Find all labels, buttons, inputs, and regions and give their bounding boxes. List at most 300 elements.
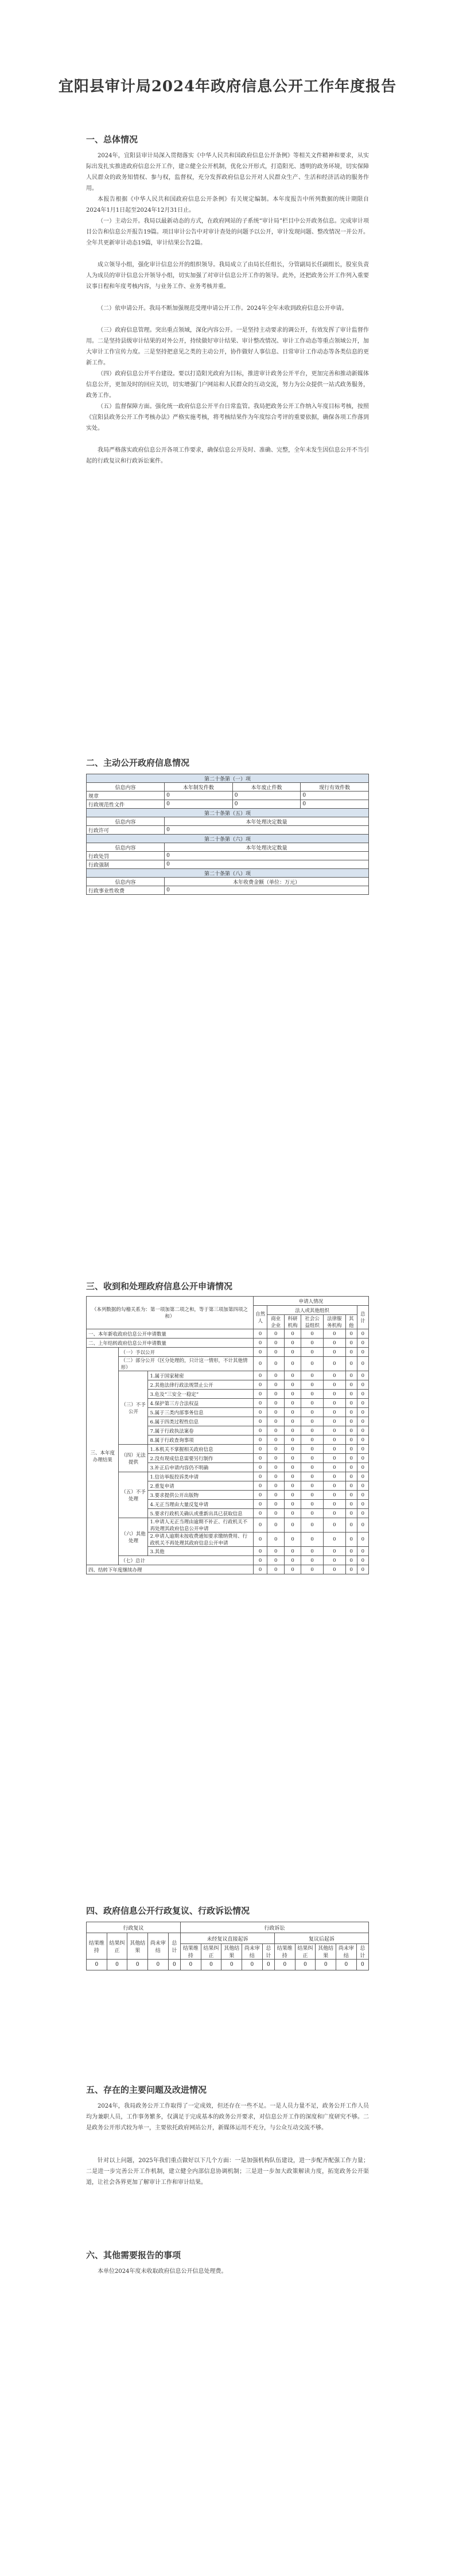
table-cell: 0 [357,1491,368,1500]
table-cell: 0 [323,1417,345,1426]
table-cell: 0 [323,1518,345,1533]
table-cell: 0 [323,1509,345,1518]
row-label: 2.重复申请 [148,1481,253,1491]
after-review-header: 复议后起诉 [274,1933,368,1944]
table-cell: 0 [253,1380,267,1390]
table-cell: 0 [267,1472,284,1481]
table-cell: 0 [253,1390,267,1399]
table-cell: 0 [357,1556,368,1565]
table-cell: 0 [345,1565,357,1574]
table-cell: 行政许可 [87,826,165,835]
table-cell: 0 [301,1491,324,1500]
table-cell: 0 [301,1436,324,1445]
table-header: 本年制发件数 [165,783,233,792]
table-cell: 0 [336,1960,357,1970]
section1-paragraph-1: 2024年，宜阳县审计局深入贯彻落实《中华人民共和国政府信息公开条例》等相关文件精神和要求，从实际出发扎实推进政府信息公开工作，建立健全公开机制，优化公开形式，打造阳光、透明的政务环境，切实保障人民群众的政务知情权、参与权，监督权，充分发挥政府信息公开对人民群众生产、生活和经济活动的服务作用。 [86,153,369,192]
table-cell: 0 [253,1556,267,1565]
table-section-title: 第二十条第（一）项 [87,774,369,783]
table-cell: 0 [168,1960,180,1970]
table-cell: 0 [284,1380,301,1390]
table-cell: 0 [253,1463,267,1472]
table-cell: 0 [165,886,369,895]
table-cell: 0 [284,1390,301,1399]
section1-heading: 一、总体情况 [86,134,138,145]
table-cell: 行政规范性文件 [87,800,165,809]
table-cell: 0 [284,1408,301,1417]
table-cell: 0 [323,1348,345,1357]
row-label: 四、结转下年度继续办理 [87,1565,254,1574]
table-cell: 0 [357,1565,368,1574]
table-cell: 0 [301,1408,324,1417]
table-cell: 0 [301,1533,324,1547]
row-label: （二）部分公开（区分处理的，只计这一情形，不计其他情形） [119,1357,253,1371]
table-cell: 0 [357,1500,368,1509]
section4-heading: 四、政府信息公开行政复议、行政诉讼情况 [86,1906,250,1916]
table-cell: 0 [345,1463,357,1472]
row-label: 6.属于四类过程性信息 [148,1417,253,1426]
table-cell: 0 [87,1960,107,1970]
table-cell: 0 [345,1454,357,1463]
table-cell: 0 [267,1481,284,1491]
table-cell: 0 [267,1500,284,1509]
table-cell: 0 [253,1348,267,1357]
table-cell: 0 [253,1565,267,1574]
table-cell: 0 [301,1329,324,1339]
table-cell: 0 [323,1500,345,1509]
legal-col-header: 法律服务机构 [323,1315,345,1329]
table-cell: 0 [284,1500,301,1509]
table-cell: 0 [284,1348,301,1357]
table-cell: 0 [301,1518,324,1533]
table-cell: 0 [323,1426,345,1436]
table-cell: 0 [284,1371,301,1380]
table-cell: 0 [301,1371,324,1380]
section6-heading: 六、其他需要报告的事项 [86,2250,181,2260]
table-header: 本年处理决定数量 [165,843,369,852]
section1-paragraph-4: 成立领导小组，强化审计信息公开的组织领导。我局成立了由局长任组长，分管副局长任副组长，股室负责人为成员的审计信息公开领导小组，切实加强了对审计信息公开工作的领导。此外，还把政务公开工作列入重要议事日程和年度考核内容，与业务工作、业务考核并重。 [86,262,369,290]
table-cell: 0 [323,1454,345,1463]
table-cell: 0 [165,852,369,860]
table-cell: 0 [267,1408,284,1417]
table-cell: 0 [357,1399,368,1408]
table-cell: 0 [345,1380,357,1390]
table-cell: 0 [323,1481,345,1491]
table-cell: 0 [253,1547,267,1556]
table-cell: 行政处罚 [87,852,165,860]
table-cell: 0 [301,1509,324,1518]
table-cell: 0 [284,1454,301,1463]
table-cell: 0 [148,1960,169,1970]
table-cell: 0 [345,1390,357,1399]
section1-paragraph-2: 本报告根据《中华人民共和国政府信息公开条例》有关规定编制。本年度报告中所列数据的统计期限自2024年1月1日起至2024年12月31日止。 [86,196,369,214]
row-label: （一）予以公开 [119,1348,253,1357]
table-cell: 0 [232,800,301,809]
table-cell: 0 [253,1339,267,1348]
table-cell: 0 [284,1547,301,1556]
table-cell: 0 [267,1436,284,1445]
section2-heading: 二、主动公开政府信息情况 [86,758,190,768]
table-cell: 0 [284,1436,301,1445]
table-cell: 0 [232,792,301,800]
table-cell: 0 [284,1339,301,1348]
table-cell: 0 [357,1463,368,1472]
table-cell: 0 [356,1960,368,1970]
table-row [87,1339,369,1348]
table-cell: 0 [267,1445,284,1454]
table-cell: 0 [284,1357,301,1371]
table-cell: 0 [323,1371,345,1380]
table-cell: 0 [267,1463,284,1472]
table-cell: 0 [357,1339,368,1348]
table-cell: 0 [357,1518,368,1533]
table-cell: 0 [345,1417,357,1426]
table-cell: 0 [262,1960,274,1970]
table-cell: 0 [267,1339,284,1348]
review-litigation-table [86,1922,369,1970]
table-row [87,1371,369,1380]
lit-col-header: 结果维持 [274,1944,295,1960]
section5-heading: 五、存在的主要问题及改进情况 [86,2085,207,2095]
table-cell: 0 [345,1556,357,1565]
report-title: 宜阳县审计局2024年政府信息公开工作年度报告 [58,78,397,95]
table-cell: 0 [253,1399,267,1408]
table-cell: 0 [357,1445,368,1454]
table-cell: 0 [284,1481,301,1491]
section6-paragraph-1: 本单位2024年度未收取政府信息公开信息处理费。 [98,2268,227,2275]
table-cell: 0 [357,1348,368,1357]
subgroup-label: （六）其他处理 [119,1518,148,1556]
natural-person-header: 自然人 [253,1306,267,1329]
table-cell: 0 [345,1518,357,1533]
review-header: 行政复议 [87,1922,181,1933]
table-cell: 0 [301,1500,324,1509]
table-cell: 0 [165,800,233,809]
table-cell: 0 [357,1408,368,1417]
review-col-header: 结果维持 [87,1933,107,1960]
table-cell: 0 [345,1408,357,1417]
proactive-disclosure-table [86,774,369,895]
lit-col-header: 结果纠正 [295,1944,316,1960]
table-cell: 0 [253,1445,267,1454]
result-group-label: 三、本年度办理结果 [87,1348,119,1565]
table-cell: 0 [301,1390,324,1399]
table-cell: 行政强制 [87,860,165,869]
table-header: 现行有效件数 [301,783,369,792]
table-cell: 0 [345,1436,357,1445]
table-cell: 0 [267,1399,284,1408]
table-cell: 0 [357,1481,368,1491]
table-cell: 0 [357,1417,368,1426]
table-cell: 0 [284,1426,301,1436]
table-cell: 0 [253,1491,267,1500]
table-cell: 0 [323,1533,345,1547]
table-cell: 0 [345,1357,357,1371]
table-row [87,1518,369,1533]
table-cell: 0 [107,1960,127,1970]
table-cell: 0 [301,1547,324,1556]
row-label: 2.其他法律行政法规禁止公开 [148,1380,253,1390]
table-cell: 0 [267,1329,284,1339]
table-cell: 0 [357,1436,368,1445]
table-cell: 0 [301,1565,324,1574]
section5-paragraph-1: 2024年，我局政务公开工作取得了一定成效，但还存在一些不足。一是人员力量不足，政务公开工作人员均为兼职人员，工作事务繁多，仅满足于完成基本的政务公开要求，对信息公开工作的深度和广度研究不够。二是政务公开形式较为单一，主要依托政府网站公开，新媒体运用不充分，与公众互动交流不够。 [86,2103,369,2131]
table-cell: 0 [267,1491,284,1500]
legal-col-header: 其他 [345,1315,357,1329]
table-cell: 0 [323,1463,345,1472]
table-row [87,1960,369,1970]
total-header: 总计 [357,1306,368,1329]
table-cell: 0 [284,1565,301,1574]
table-cell: 0 [357,1454,368,1463]
table-cell: 0 [267,1390,284,1399]
table-cell: 0 [357,1509,368,1518]
table-header: 信息内容 [87,817,165,826]
table-cell: 0 [301,1445,324,1454]
row-label: 4.无正当理由大量反复申请 [148,1500,253,1509]
table-cell: 0 [301,1472,324,1481]
table-row [87,1565,369,1574]
table-cell: 0 [357,1371,368,1380]
table-cell: 0 [357,1380,368,1390]
table-row [87,1445,369,1454]
table-row [87,1329,369,1339]
table-cell: 0 [267,1348,284,1357]
table-row [87,1348,369,1357]
review-col-header: 尚未审结 [148,1933,169,1960]
table-cell: 0 [357,1357,368,1371]
table-cell: 0 [301,1417,324,1426]
table-header: 本年收费金额（单位：万元） [165,878,369,886]
table-cell: 0 [301,1399,324,1408]
table-cell: 0 [301,1380,324,1390]
lit-col-header: 其他结果 [221,1944,242,1960]
lit-col-header: 总计 [356,1944,368,1960]
lit-col-header: 其他结果 [316,1944,336,1960]
table-cell: 0 [301,1357,324,1371]
table-cell: 0 [284,1329,301,1339]
table-cell: 0 [345,1329,357,1339]
table-cell: 0 [284,1417,301,1426]
row-label: 1.本机关不掌握相关政府信息 [148,1445,253,1454]
section3-heading: 三、收到和处理政府信息公开申请情况 [86,1281,233,1291]
row-label: 1.申请人无正当理由逾期不补正、行政机关不再处理其政府信息公开申请 [148,1518,253,1533]
lit-col-header: 尚未审结 [242,1944,263,1960]
table-cell: 0 [301,1463,324,1472]
row-label: 3.补正后申请内容仍不明确 [148,1463,253,1472]
table-cell: 0 [165,826,369,835]
table-cell: 0 [253,1509,267,1518]
litigation-header: 行政诉讼 [180,1922,368,1933]
table-cell: 0 [267,1556,284,1565]
row-label: 3.危及“三安全一稳定” [148,1390,253,1399]
section1-paragraph-8: （五）监督保障方面。强化统一政府信息公开平台日常监管。我局把政务公开工作纳入年度目标考核，按照《宜阳县政务公开工作考核办法》严格实施考核，将考核结果作为年度综合考评的重要依据，确保各项工作落到实处。 [86,404,369,432]
row-label: 二、上年结转政府信息公开申请数量 [87,1339,254,1348]
table-cell: 0 [284,1518,301,1533]
table-cell: 0 [284,1445,301,1454]
table-cell: 0 [357,1533,368,1547]
table-cell: 0 [267,1357,284,1371]
table-cell: 0 [284,1472,301,1481]
legal-col-header: 科研机构 [284,1315,301,1329]
table-row [87,1556,369,1565]
table-cell: 0 [301,1348,324,1357]
table-cell: 0 [127,1960,148,1970]
table-cell: 0 [345,1500,357,1509]
table-cell: 0 [253,1436,267,1445]
table-row [87,1472,369,1481]
table-cell: 0 [316,1960,336,1970]
row-label: 2.申请人逾期未按收费通知要求缴纳费用、行政机关不再处理其政府信息公开申请 [148,1533,253,1547]
table-cell: 0 [301,1454,324,1463]
table-header: 信息内容 [87,843,165,852]
table-cell: 0 [323,1399,345,1408]
review-col-header: 总计 [168,1933,180,1960]
table-cell: 规章 [87,792,165,800]
row-label: 2.没有现成信息需要另行制作 [148,1454,253,1463]
table-cell: 行政事业性收费 [87,886,165,895]
subgroup-label: （四）无法提供 [119,1445,148,1472]
table-cell: 0 [301,792,369,800]
table-cell: 0 [323,1556,345,1565]
table-cell: 0 [345,1509,357,1518]
table-cell: 0 [323,1445,345,1454]
legal-entity-header: 法人或其他组织 [267,1306,357,1315]
row-label: 3.其他 [148,1547,253,1556]
table-cell: 0 [267,1509,284,1518]
table-cell: 0 [253,1329,267,1339]
corner-cell: （本列数据的勾稽关系为：第一项加第二项之和，等于第三项加第四项之和） [87,1297,254,1329]
table-cell: 0 [323,1408,345,1417]
table-cell: 0 [267,1380,284,1390]
table-cell: 0 [165,792,233,800]
table-cell: 0 [295,1960,316,1970]
row-label: 7.属于行政执法案卷 [148,1426,253,1436]
table-cell: 0 [267,1533,284,1547]
table-cell: 0 [242,1960,263,1970]
review-col-header: 结果纠正 [107,1933,127,1960]
table-cell: 0 [323,1339,345,1348]
table-section-title: 第二十条第（六）项 [87,835,369,843]
table-cell: 0 [345,1472,357,1481]
table-cell: 0 [267,1454,284,1463]
row-label: （七）总计 [119,1556,253,1565]
table-cell: 0 [253,1408,267,1417]
table-cell: 0 [323,1380,345,1390]
row-label: 5.属于三类内部事务信息 [148,1408,253,1417]
table-section-title: 第二十条第（五）项 [87,809,369,817]
applicant-header: 申请人情况 [253,1297,368,1306]
table-cell: 0 [165,860,369,869]
table-cell: 0 [345,1481,357,1491]
table-cell: 0 [267,1371,284,1380]
row-label: 4.保护第三方合法权益 [148,1399,253,1408]
lit-col-header: 总计 [262,1944,274,1960]
table-section-title: 第二十条第（八）项 [87,869,369,878]
legal-col-header: 社会公益组织 [301,1315,324,1329]
table-cell: 0 [357,1390,368,1399]
table-row [87,1357,369,1371]
table-cell: 0 [253,1417,267,1426]
table-cell: 0 [323,1472,345,1481]
table-cell: 0 [284,1491,301,1500]
table-cell: 0 [323,1436,345,1445]
table-cell: 0 [323,1547,345,1556]
section1-paragraph-9: 我局严格落实政府信息公开各项工作要求，确保信息公开及时、准确、完整，全年未发生因信息公开不当引起的行政复议和行政诉讼案件。 [86,447,369,464]
row-label: 一、本年新收政府信息公开申请数量 [87,1329,254,1339]
table-cell: 0 [284,1463,301,1472]
table-cell: 0 [323,1491,345,1500]
table-cell: 0 [253,1426,267,1436]
table-cell: 0 [301,1481,324,1491]
table-cell: 0 [323,1565,345,1574]
table-cell: 0 [267,1426,284,1436]
lit-col-header: 结果维持 [180,1944,201,1960]
table-cell: 0 [345,1348,357,1357]
section1-paragraph-5: （二）依申请公开。我局不断加强规范受理申请公开工作。2024年全年未收到政府信息公开申请。 [98,305,348,312]
subgroup-label: （三）不予公开 [119,1371,148,1445]
table-cell: 0 [253,1472,267,1481]
section5-paragraph-2: 针对以上问题，2025年我们重点做好以下几个方面：一是加强机构队伍建设，进一步配齐配强工作力量；二是进一步完善公开工作机制，建立健全内部信息协调机制；三是进一步加大政策解读力度，拓宽政务公开渠道，让社会各界更加了解审计工作和审计结果。 [86,2158,369,2186]
table-cell: 0 [301,1426,324,1436]
table-cell: 0 [357,1472,368,1481]
table-cell: 0 [357,1547,368,1556]
table-cell: 0 [357,1329,368,1339]
table-cell: 0 [284,1533,301,1547]
table-cell: 0 [345,1533,357,1547]
subgroup-label: （五）不予处理 [119,1472,148,1518]
table-cell: 0 [201,1960,221,1970]
table-cell: 0 [345,1491,357,1500]
table-cell: 0 [267,1518,284,1533]
table-cell: 0 [267,1417,284,1426]
table-cell: 0 [323,1357,345,1371]
table-cell: 0 [253,1500,267,1509]
table-cell: 0 [345,1426,357,1436]
row-label: 3.要求提供公开出版物 [148,1491,253,1500]
lit-col-header: 结果纠正 [201,1944,221,1960]
table-header: 信息内容 [87,783,165,792]
no-review-header: 未经复议直接起诉 [180,1933,274,1944]
table-header: 本年废止件数 [232,783,301,792]
table-cell: 0 [301,1556,324,1565]
table-cell: 0 [284,1399,301,1408]
table-cell: 0 [357,1426,368,1436]
row-label: 5.要求行政机关确认或重新出具已获取信息 [148,1509,253,1518]
section1-paragraph-3: （一）主动公开。我局以最新动态的方式，在政府网站的子系统“审计局”栏目中公开政务信息。完成审计项目公告和信息公开报告19篇。项目审计公告中对审计查处的问题予以公开，审计发现问题、整改情况一并公开。全年共更新审计动态19篇，审计结果公告2篇。 [86,218,369,246]
table-cell: 0 [323,1329,345,1339]
table-header: 信息内容 [87,878,165,886]
table-cell: 0 [274,1960,295,1970]
row-label: 1.信访举报投诉类申请 [148,1472,253,1481]
table-cell: 0 [253,1357,267,1371]
table-cell: 0 [301,1339,324,1348]
table-cell: 0 [267,1547,284,1556]
table-cell: 0 [284,1509,301,1518]
table-cell: 0 [253,1518,267,1533]
lit-col-header: 尚未审结 [336,1944,357,1960]
table-cell: 0 [345,1371,357,1380]
table-cell: 0 [345,1399,357,1408]
table-cell: 0 [345,1445,357,1454]
row-label: 8.属于行政查询事项 [148,1436,253,1445]
table-cell: 0 [180,1960,201,1970]
table-cell: 0 [323,1390,345,1399]
table-cell: 0 [253,1533,267,1547]
table-cell: 0 [253,1454,267,1463]
section1-paragraph-6: （三）政府信息管理。突出重点领域，深化内容公开。一是坚持主动要求的调公开，有效发挥了审计监督作用。二是坚持县级审计结果的对外公开，持续做好审计结果、审计整改情况、审计工作动态等重点领域公开，加大审计工作宣传力度。三是坚持把意见之类的主动公开，协作做好人事信息、日常审计工作动态等各类信息的更新工作。 [86,327,369,366]
table-cell: 0 [267,1565,284,1574]
table-cell: 0 [301,800,369,809]
